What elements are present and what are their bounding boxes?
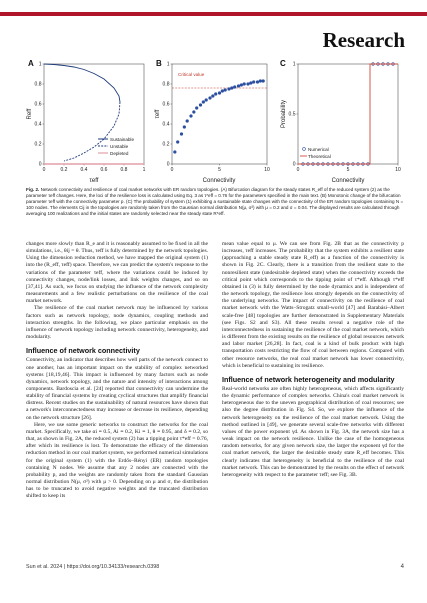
- legend-sustainable: Sustainable: [110, 136, 135, 142]
- panel-c: [280, 59, 401, 184]
- y-tick-label: 0.4: [34, 121, 42, 128]
- legend-numerical: Numerical: [308, 146, 329, 152]
- panel-c-xlabel: Connectivity: [331, 178, 365, 184]
- data-point: [240, 84, 243, 87]
- figure-2: [26, 58, 406, 186]
- left-para-2: The resilience of the coal market network may be influenced by various factors such as network topology, node dynamics, coupling methods and interaction strengths. In the following, we place particular emphasis on the influence of network topology including network connectivity, heterogeneity, and modularity.: [26, 305, 208, 341]
- data-point: [243, 83, 246, 86]
- critical-value-label: Critical value: [178, 72, 205, 77]
- right-para-1: mean value equal to μ. We can see from Fig. 2B that as the connectivity p increases, τeff increases. The probability that the system exhibits a resilient state (approaching a stable steady state R_eff) as a function of the connectivity is shown in Fig. 2C. Clearly, there is a transition from the resilient state to the nonresilient state (undesirable depleted state) when the connectivity exceeds the critical point which corresponds to the tipping point of τ*eff. Although τ*eff obtained in (3) is fully determined by the node dynamics and is independent of the network topology, the resilience loss strongly depends on the connectivity of the underlying networks. The impact of connectivity on the resilience of coal market network with the Watts–Strogatz small-world [47] and Barabási–Albert scale-free [48] topologies are further demonstrated in Supplementary Materials (see Figs. S2 and S3). All these results reveal a negative role of the interconnectedness in sustaining the resilience of the coal market network, which is different from the existing results on the resilience of global resources network and labor market [26,28]. In fact, coal is a kind of bulk product with high transportation costs restricting the flow of coal between regions. Compared with other resource networks, the real coal market network has lower connectivity, which is beneficial to sustaining its resilience.: [222, 241, 404, 369]
- data-point: [202, 101, 205, 104]
- y-tick-label: 0.6: [34, 101, 42, 108]
- data-point: [186, 120, 189, 123]
- x-tick-label: 0: [42, 167, 46, 173]
- panel-a: [27, 59, 146, 184]
- data-point: [224, 89, 227, 92]
- data-point: [193, 111, 196, 114]
- y-tick-label: 1: [38, 61, 42, 68]
- x-tick-label: 0.2: [60, 167, 68, 173]
- journal-title: Research: [322, 28, 405, 52]
- y-tick-label: 1: [292, 61, 296, 68]
- y-tick-label: 0: [166, 161, 170, 168]
- left-column: [26, 241, 208, 500]
- panel-b-frame: [172, 64, 267, 164]
- data-point: [199, 104, 202, 107]
- data-point: [195, 107, 198, 110]
- y-tick-label: 0.4: [162, 121, 170, 128]
- data-point: [176, 141, 179, 144]
- data-point: [180, 133, 183, 136]
- data-point: [250, 82, 253, 85]
- y-tick-label: 1: [166, 61, 170, 68]
- y-tick-label: 0.8: [34, 81, 42, 88]
- data-point: [209, 97, 212, 100]
- x-tick-label: 10: [264, 167, 270, 173]
- y-tick-label: 0.5: [288, 111, 296, 118]
- left-para-4: Here, we use some generic networks to construct the networks for the coal market. Specifically, we take αi ≡ 0.5, Ai ≡ 0.2, Ki ≡ 1, θ ≡ 0.95, and δ ≡ 0.2, so that, as shown in Fig. 2A, the reduced system (2) has a tipping point τ*eff = 0.76, after which its resilience is lost. To demonstrate the efficacy of the dimension reduction method in our coal market system, we performed numerical simulations for the original system (1) with the Erdős–Rényi (ER) random topologies containing N nodes. We assume that any 2 nodes are connected with the probability p, and the weights are randomly taken from the standard Gaussian normal distribution N(μ, σ²) with μ > 0. Depending on μ and σ, the distribution has to be truncated to avoid negative weights and the truncated distribution shifted to keep its: [26, 421, 208, 500]
- right-para-2: Real-world networks are often highly heterogeneous, which affects significantly the dynamic performance of complex networks. China's coal market network is heterogeneous due to the uneven geographical distribution of coal resources; see also the degree distribution in Fig. S4. So, we explore the influence of the network heterogeneity on the resilience of the coal market network. Using the method outlined in [49], we generate several scale-free networks with different values of the power exponent γd. As shown in Fig. 3A, the network size has a weak impact on the network resilience. Unlike the case of the homogeneous random networks, for any given network size, the larger the exponent γd for the coal market network, the larger the desirable steady state R_eff becomes. This clearly indicates that heterogeneity is beneficial to the resilience of the coal market network. This can be demonstrated by the results on the effect of network heterogeneity with respect to the parameter τeff; see Fig. 3B.: [222, 385, 404, 478]
- data-point: [212, 95, 215, 98]
- panel-b: [155, 59, 270, 184]
- x-tick-label: 5: [346, 167, 350, 173]
- data-point: [190, 115, 193, 118]
- data-point: [252, 81, 255, 84]
- x-tick-label: 0.8: [120, 167, 128, 173]
- page-footer: [26, 564, 404, 574]
- caption-label: Fig. 2.: [26, 187, 40, 192]
- left-para-3: Connectivity, an indicator that describes how well parts of the network connect to one another, has an important impact on the stability of complex networked systems [18,19,46]. This impact is influenced by many factors such as node dynamics, network topology, and the nature and intensity of interactions among components. Bardoscia et al. [24] reported that connectivity can undermine the stability of financial systems by creating cyclical structures that amplify financial distress. Recent studies on the sustainability of natural resources have shown that a network's interconnectedness may increase or decrease its resilience, depending on the network structure [26].: [26, 357, 208, 421]
- x-tick-label: 0: [296, 167, 300, 173]
- panel-a-frame: [44, 64, 144, 164]
- y-tick-label: 0: [292, 161, 296, 168]
- data-point: [233, 86, 236, 89]
- page-number: 4: [400, 564, 404, 570]
- heading-heterogeneity: Influence of network heterogeneity and modularity: [222, 374, 395, 384]
- x-tick-label: 0: [170, 167, 174, 173]
- panel-a-letter: A: [28, 59, 34, 68]
- data-point: [218, 92, 221, 95]
- x-tick-label: 5: [218, 167, 221, 173]
- footer-citation: Sun et al. 2024 | https://doi.org/10.34133/research.0398: [26, 564, 160, 570]
- data-point: [262, 80, 265, 83]
- panel-a-ylabel: Reff: [27, 108, 33, 120]
- panel-c-letter: C: [280, 59, 286, 68]
- x-tick-label: 0.6: [100, 167, 108, 173]
- panel-b-ylabel: τeff: [155, 109, 161, 119]
- data-point: [205, 99, 208, 102]
- right-column: [222, 241, 404, 479]
- x-tick-label: 1: [142, 167, 146, 173]
- x-tick-label: 0.4: [80, 167, 88, 173]
- data-point: [183, 126, 186, 129]
- data-point: [247, 83, 250, 86]
- y-tick-label: 0.2: [34, 141, 42, 148]
- legend-unstable: Unstable: [110, 143, 129, 149]
- panel-c-ylabel: Probability: [281, 99, 287, 129]
- legend-depleted: Depleted: [110, 150, 129, 156]
- header-rule: [0, 12, 427, 16]
- data-point: [174, 151, 177, 154]
- x-tick-label: 10: [395, 167, 401, 173]
- y-tick-label: 0.2: [162, 141, 170, 148]
- y-tick-label: 0: [38, 161, 42, 168]
- data-point: [231, 87, 234, 90]
- legend-theoretical: Theoretical: [308, 153, 331, 159]
- heading-connectivity: Influence of network connectivity: [26, 346, 140, 356]
- panel-b-letter: B: [156, 59, 162, 68]
- panel-a-xlabel: τeff: [89, 178, 99, 184]
- data-point: [228, 88, 231, 91]
- panel-b-xlabel: Connectivity: [202, 178, 236, 184]
- figure-caption: [26, 187, 404, 217]
- y-tick-label: 0.6: [162, 101, 170, 108]
- data-point: [237, 85, 240, 88]
- data-point: [214, 93, 217, 96]
- caption-text: Network connectivity and resilience of coal market networks with ER random topologies. (A) Bifurcation diagram for the steady states R_eff of the reduced system (2) as the parameter τeff changes. Here, the loci of the resilience loss is calculated using Eq. 3 as τ*eff = 0.76 for the parameters specified in the main text. (B) Monotonic change of the bifurcation parameter τeff with the connectivity parameter p. (C) The probability of system (1) exhibiting a sustainable state changes with the connectivity of the ER random topologies containing N = 100 nodes. The elements Cij in the topologies are randomly taken from the Gaussian normal distribution N(μ, σ²) with μ = 0.2 and σ = 0.04. The displayed results are calculated through averaging 100 realizations and the initial states are randomly selected near the steady state R*eff.: [26, 187, 404, 217]
- data-point: [221, 90, 224, 93]
- data-point: [259, 80, 262, 83]
- data-point: [256, 81, 259, 84]
- left-para-1: changes more slowly than R_e and it is reasonably assumed to be fixed in all the simulations, i.e., θij = θ. Thus, τeff is fully determined by the network topologies. Using the dimension reduction method, we have mapped the original system (1) into the (R_eff, τeff) space. Therefore, we can predict the system's response to the variations of the parameter τeff, where the variations could be induced by connectivity changes, node/link losses, and link weights changes, and so on [37,41]. As such, we focus on studying the influence of the network complexity measurements and a few realistic perturbations on the resilience of the coal market network.: [26, 241, 208, 305]
- y-tick-label: 0.8: [162, 81, 170, 88]
